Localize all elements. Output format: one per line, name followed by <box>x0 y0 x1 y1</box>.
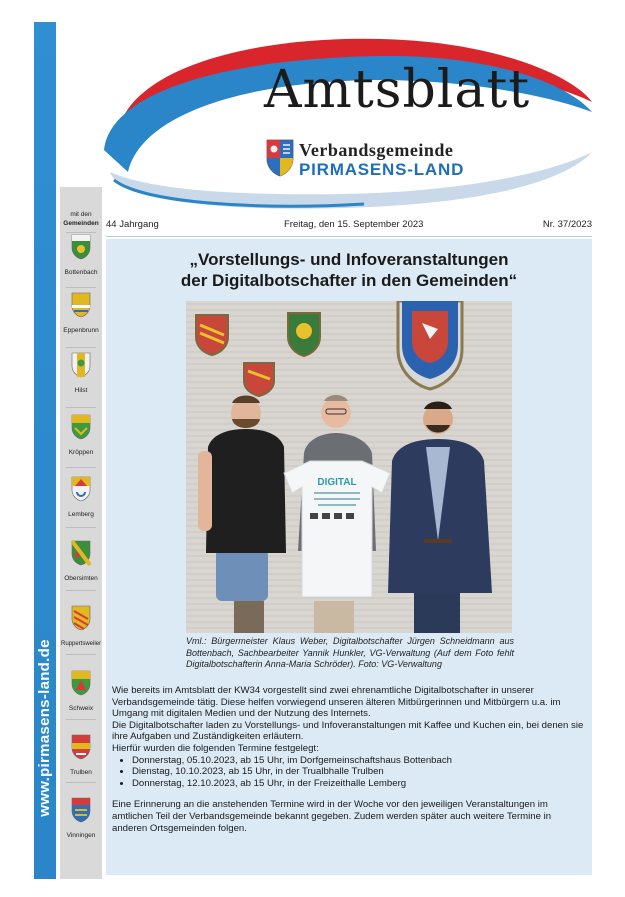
kroeppen-crest-icon <box>71 414 91 440</box>
divider <box>106 236 592 237</box>
shirt-print-text: DIGITAL <box>317 477 357 488</box>
article-body <box>112 685 588 834</box>
municipality-name: Ruppertsweiler <box>60 641 102 647</box>
municipality-name: Obersimten <box>64 575 98 582</box>
article-panel <box>106 239 592 875</box>
issue-date: Freitag, den 15. September 2023 <box>284 219 424 230</box>
event-date-list <box>112 755 588 790</box>
municipality-trulben <box>60 734 102 777</box>
municipality-name: Kröppen <box>68 449 94 456</box>
bottenbach-crest-icon <box>71 234 91 260</box>
municipality-name: Schweix <box>68 705 94 712</box>
municipality-vinningen <box>60 797 102 840</box>
issue-jahrgang: 44 Jahrgang <box>106 219 159 230</box>
sidebar-header-line1: mit den <box>70 211 92 218</box>
eppenbrunn-crest-icon <box>71 292 91 318</box>
schweix-crest-icon <box>71 670 91 696</box>
ruppertsweiler-crest-icon <box>71 605 91 631</box>
article-paragraph: Die Digitalbotschafter laden zu Vorstellungs- und Infoveranstaltungen mit Kaffee und Kuchen ein, bei denen sie ihre Aufgaben und Zuständigkeiten erläutern. <box>112 719 584 743</box>
municipality-kroeppen <box>60 414 102 457</box>
wall-crest-bottom <box>244 363 274 396</box>
article-headline <box>106 249 592 291</box>
municipality-bottenbach <box>60 234 102 277</box>
event-date-item: • Donnerstag, 05.10.2023, ab 15 Uhr, im Dorfgemeinschaftshaus Bottenbach <box>132 755 588 767</box>
wall-crest-large <box>398 301 462 389</box>
wall-crest-center <box>288 313 320 356</box>
lemberg-crest-icon <box>71 476 91 502</box>
municipality-hilst <box>60 352 102 395</box>
issue-number: Nr. 37/2023 <box>542 219 592 230</box>
municipality-name: Hilst <box>74 387 88 394</box>
masthead-title: Amtsblatt <box>264 60 531 120</box>
municipality-name: Lemberg <box>68 511 94 518</box>
municipality-name: Trulben <box>70 769 92 776</box>
article-photo <box>186 301 512 633</box>
masthead <box>104 22 594 212</box>
wall-crest-left <box>196 315 228 355</box>
municipality-schweix <box>60 670 102 713</box>
obersimten-crest-icon <box>71 540 91 566</box>
event-date-item: • Donnerstag, 12.10.2023, ab 15 Uhr, in der Freizeithalle Lemberg <box>132 778 588 790</box>
masthead-subtitle-line1: Verbandsgemeinde <box>299 140 454 160</box>
verbandsgemeinde-crest-icon <box>266 139 294 177</box>
municipality-name: Vinningen <box>66 832 96 839</box>
municipality-ruppertsweiler <box>60 605 102 648</box>
article-paragraph: Eine Erinnerung an die anstehenden Termine wird in der Woche vor den jeweiligen Veranstaltungen im amtlichen Teil der Verbandsgemeinde bekannt gegeben. Zudem werden später auch weitere Termine in anderen Ortsgemeinden folgen. <box>112 799 552 834</box>
article-paragraph: Wie bereits im Amtsblatt der KW34 vorgestellt sind zwei ehrenamtliche Digitalbotschafter in unserer Verbandsgemeinde tätig. Diese helfen vorwiegend unseren älteren Mitbürgerinnen und Mitbürgern u.a. im Umgang mit digitalen Medien und der Nutzung des Internets. <box>112 685 561 720</box>
hilst-crest-icon <box>71 352 91 378</box>
article-headline-line1: „Vorstellungs- und Infoveranstaltungen <box>189 250 509 269</box>
municipality-name: Bottenbach <box>64 269 98 276</box>
website-url[interactable]: www.pirmasens-land.de <box>36 639 53 817</box>
event-date-item: • Dienstag, 10.10.2023, ab 15 Uhr, in der Trualbhalle Trulben <box>132 766 588 778</box>
photo-caption: Vml.: Bürgermeister Klaus Weber, Digitalbotschafter Jürgen Schneidmann aus Bottenbach, Sachbearbeiter Yannik Hunkler, VG-Verwaltung (Auf dem Foto fehlt Digitalbotschafterin Anna-Maria Schröder). Foto: VG-Verwaltung <box>186 636 514 669</box>
municipality-lemberg <box>60 476 102 519</box>
municipality-sidebar <box>60 22 102 879</box>
trulben-crest-icon <box>71 734 91 760</box>
sidebar-header <box>60 210 102 228</box>
issue-info-line <box>106 219 592 233</box>
masthead-subtitle-line2: PIRMASENS-LAND <box>299 160 465 179</box>
vinningen-crest-icon <box>71 797 91 823</box>
municipality-name: Eppenbrunn <box>63 327 99 334</box>
municipality-obersimten <box>60 540 102 583</box>
article-headline-line2: der Digitalbotschafter in den Gemeinden“ <box>180 271 518 290</box>
municipality-eppenbrunn <box>60 292 102 335</box>
sidebar-header-line2: Gemeinden <box>63 220 99 227</box>
website-band <box>34 22 56 879</box>
article-paragraph: Hierfür wurden die folgenden Termine festgelegt: <box>112 742 319 754</box>
